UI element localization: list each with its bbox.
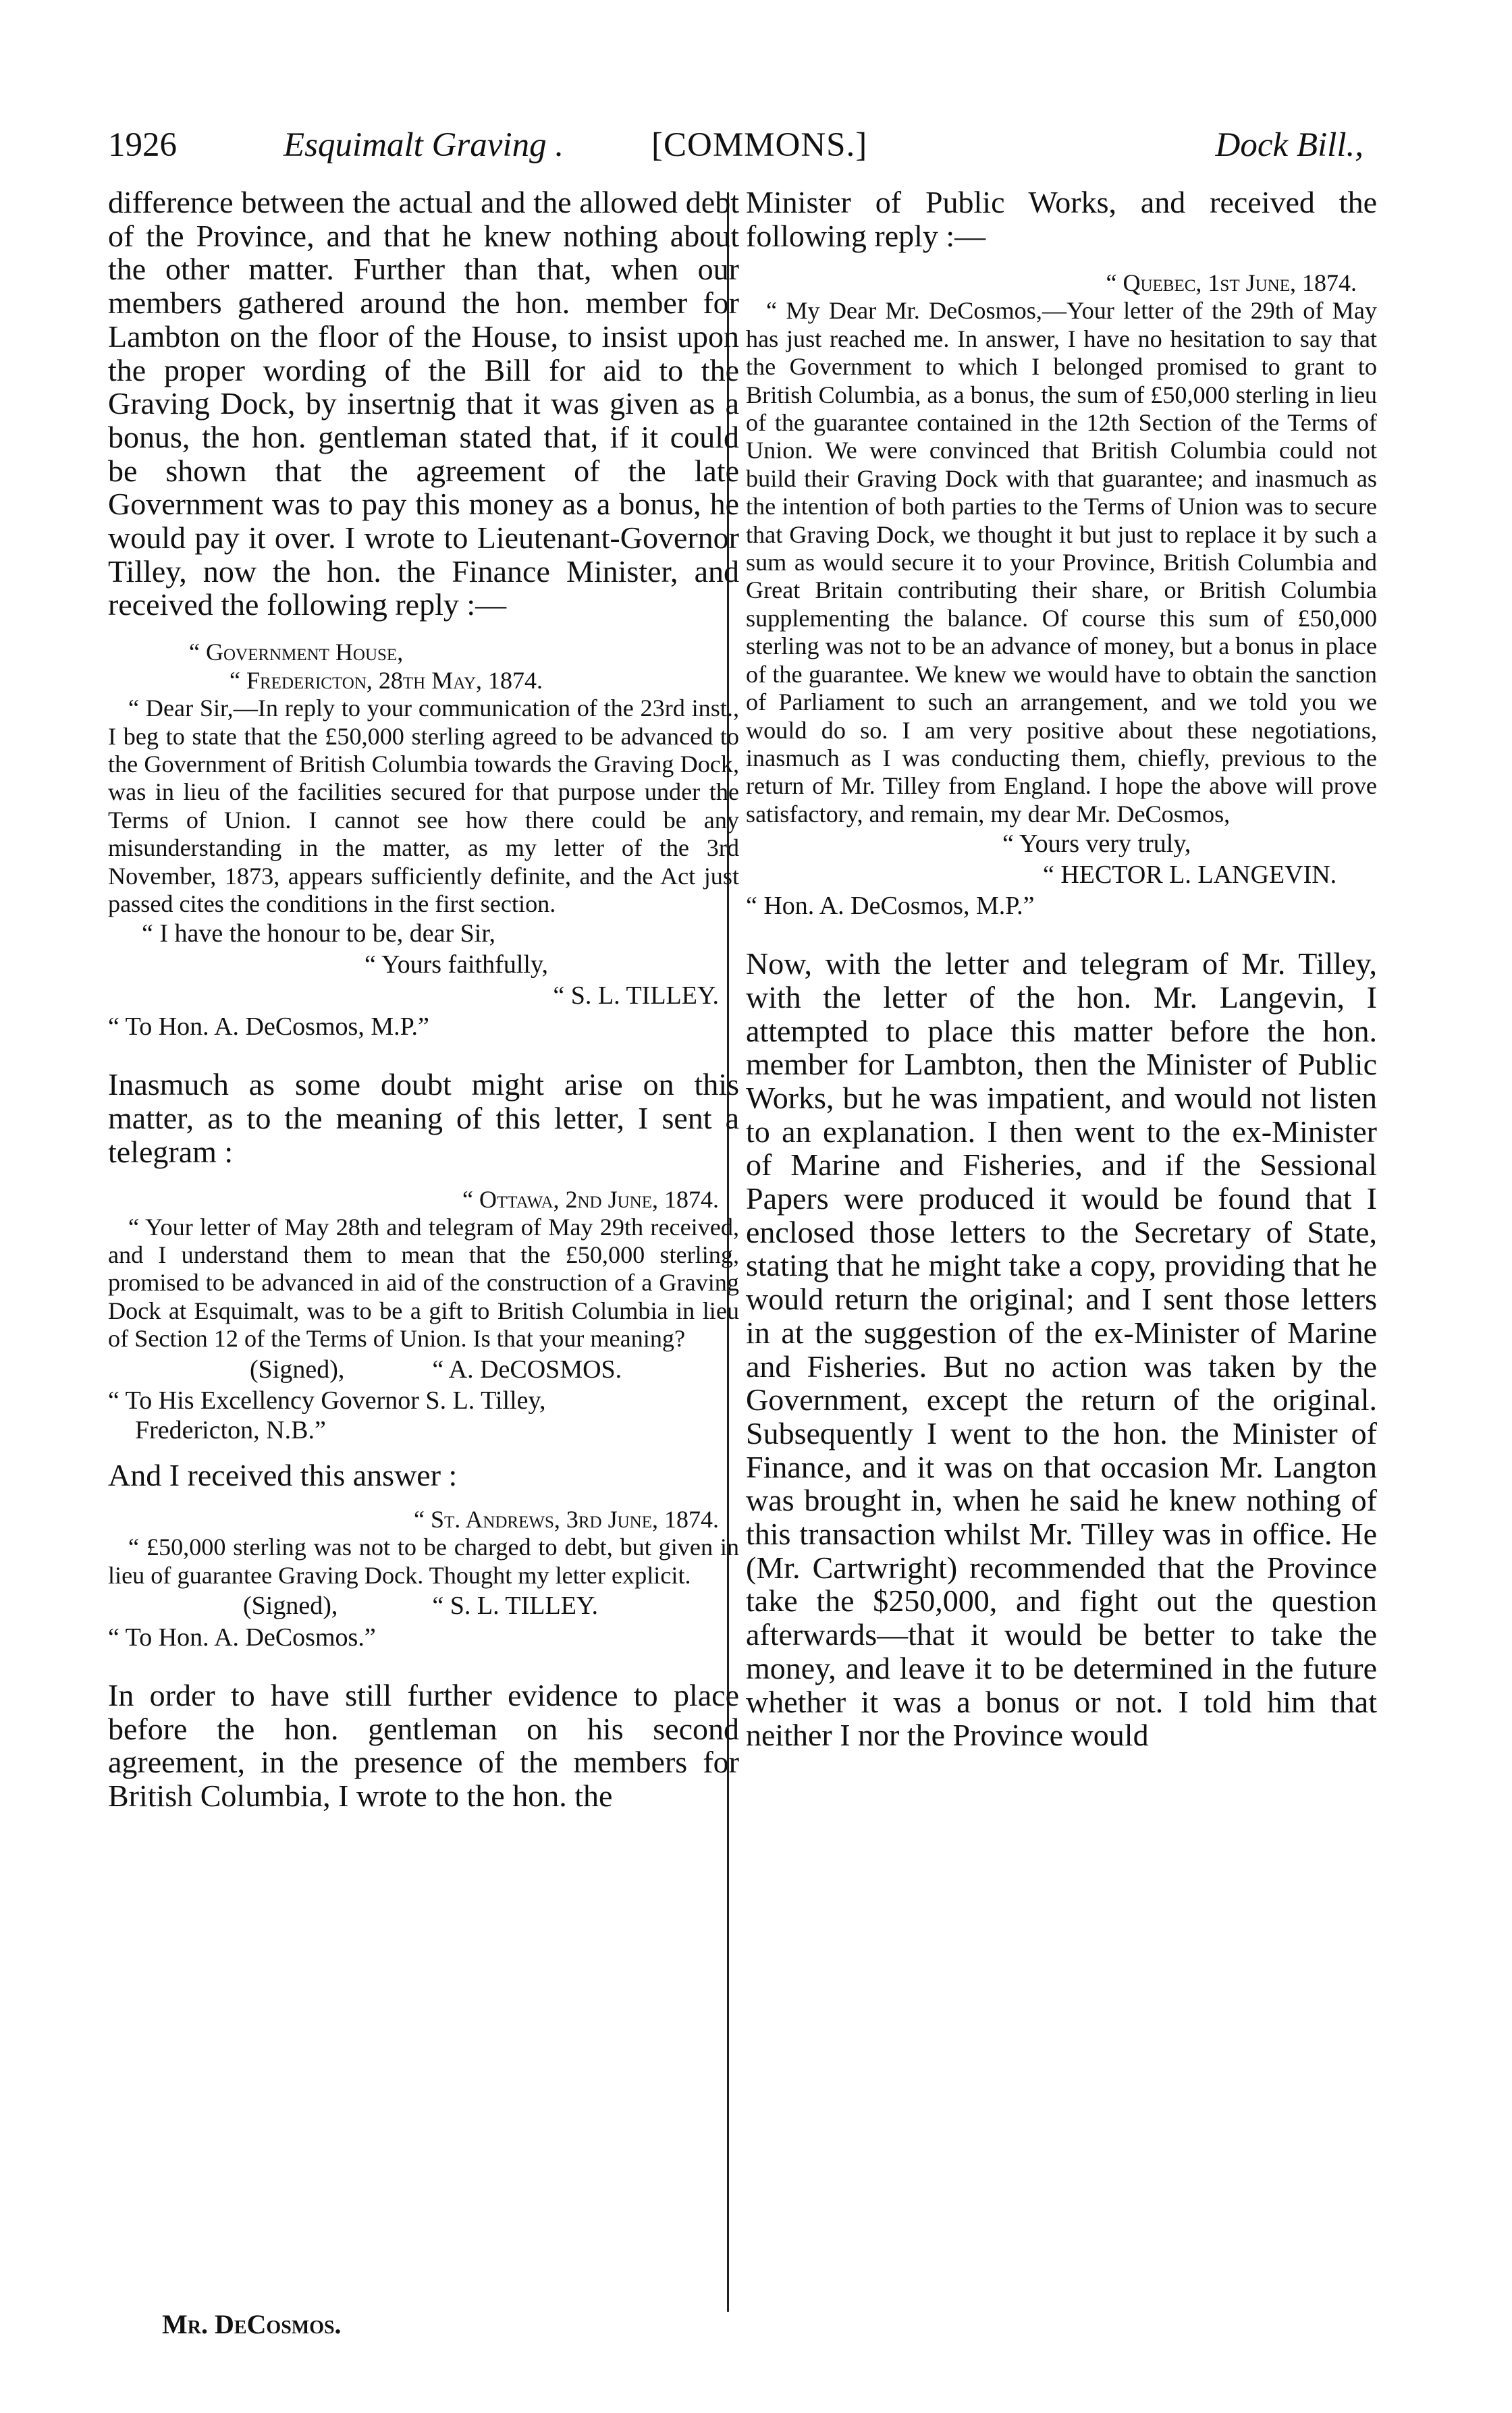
- letter-addressee: “ Hon. A. DeCosmos, M.P.”: [746, 892, 1035, 921]
- paragraph: Inasmuch as some doubt might arise on this matter, as to the meaning of this letter, I sent a telegram :: [108, 1067, 739, 1169]
- page-header: [108, 118, 1364, 172]
- letter-place: “ Government House,: [189, 639, 404, 666]
- letter-signature: “ S. L. TILLEY.: [553, 981, 719, 1010]
- telegram-addressee: Fredericton, N.B.”: [135, 1415, 326, 1444]
- paragraph: And I received this answer :: [108, 1457, 458, 1492]
- left-column: [108, 186, 739, 1813]
- answer-signature-line: [108, 1590, 739, 1622]
- running-title-center: [COMMONS.]: [651, 126, 868, 164]
- telegram-date: “ Ottawa, 2nd June, 1874.: [462, 1185, 719, 1213]
- letter-signature: “ HECTOR L. LANGEVIN.: [1043, 861, 1337, 890]
- answer-date: “ St. Andrews, 3rd June, 1874.: [414, 1506, 719, 1534]
- letter-closing: “ Yours faithfully,: [364, 950, 548, 979]
- running-title-left: Esquimalt Graving .: [284, 126, 564, 164]
- letter-closing: “ Yours very truly,: [1002, 830, 1191, 859]
- letter-date: “ Quebec, 1st June, 1874.: [1106, 269, 1357, 297]
- telegram-signature: “ A. DeCOSMOS.: [432, 1355, 622, 1384]
- running-title-right: Dock Bill.,: [1215, 126, 1364, 164]
- telegram-body: “ Your letter of May 28th and telegram of May 29th received, and I understand them to mean that the £50,000 sterling, promised to be advanced in aid of the construction of a Graving Dock at Esquimalt, was to be a gift to British Columbia in lieu of Section 12 of the Terms of Union. Is that your meaning?: [108, 1213, 739, 1353]
- letter-body: “ Dear Sir,—In reply to your communication of the 23rd inst., I beg to state that the £50,000 sterling agreed to be advanced to the Government of British Columbia towards the Graving Dock, was in lieu of the facilities secured for that purpose under the Terms of Union. I cannot see how there could be any misunderstanding in the matter, as my letter of the 3rd November, 1873, appears sufficiently definite, and the Act just passed cites the conditions in the first section.: [108, 695, 739, 917]
- telegram-addressee: “ To His Excellency Governor S. L. Tilley,: [108, 1386, 546, 1415]
- letter-closing: “ I have the honour to be, dear Sir,: [142, 919, 495, 948]
- telegram-signature-line: [108, 1353, 739, 1386]
- letter-date: “ Fredericton, 28th May, 1874.: [230, 667, 543, 695]
- answer-signature: “ S. L. TILLEY.: [432, 1592, 598, 1621]
- letter-body: “ My Dear Mr. DeCosmos,—Your letter of the 29th of May has just reached me. In answer, I have no hesitation to say that the Government to which I belonged promised to grant to British Columbia, as a bonus, the sum of £50,000 sterling in lieu of the guarantee contained in the 12th Section of the Terms of Union. We were convinced that British Columbia could not build their Graving Dock with that guarantee; and inasmuch as the intention of both parties to the Terms of Union was to secure that Graving Dock, we thought it but just to replace it by such a sum as would secure it to your Province, British Columbia and Great Britain contributing their share, or British Columbia supplementing the balance. Of course this sum of £50,000 sterling was not to be an advance of money, but a bonus in place of the guarantee. We knew we would have to obtain the sanction of Parliament to such an arrangement, and we told you we would do so. I am very positive about these negotiations, inasmuch as I was conducting them, chiefly, previous to the return of Mr. Tilley from England. I hope the above will prove satisfactory, and remain, my dear Mr. DeCosmos,: [746, 297, 1377, 828]
- paragraph: In order to have still further evidence to place before the hon. gentleman on his second agreement, in the presence of the members for British Columbia, I wrote to the hon. the: [108, 1678, 739, 1814]
- signed-label: (Signed),: [243, 1592, 338, 1621]
- answer-body: “ £50,000 sterling was not to be charged to debt, but given in lieu of guarantee Graving Dock. Thought my letter explicit.: [108, 1534, 739, 1589]
- paragraph: difference between the actual and the allowed debt of the Province, and that he knew nothing about the other matter. Further than that, when our members gathered around the hon. member for Lambton on the floor of the House, to insist upon the proper wording of the Bill for aid to the Graving Dock, by insertnig that it was given as a bonus, the hon. gentleman stated that, if it could be shown that the agreement of the late Government was to pay this money as a bonus, he would pay it over. I wrote to Lieutenant-Governor Tilley, now the hon. the Finance Minister, and received the following reply :—: [108, 185, 739, 622]
- paragraph: Minister of Public Works, and received the following reply :—: [746, 185, 1377, 253]
- signed-label: (Signed),: [250, 1355, 345, 1384]
- paragraph: Now, with the letter and telegram of Mr. Tilley, with the letter of the hon. Mr. Langevin, I attempted to place this matter before the hon. member for Lambton, then the Minister of Public Works, but he was impatient, and would not listen to an explanation. I then went to the ex-Minister of Marine and Fisheries, and if the Sessional Papers were produced it would be found that I enclosed those letters to the Secretary of State, stating that he might take a copy, providing that he would return the original; and I sent those letters in at the suggestion of the ex-Minister of Marine and Fisheries. But no action was taken by the Government, except the return of the original. Subsequently I went to the hon. the Minister of Finance, and it was on that occasion Mr. Langton was brought in, when he said he knew nothing of this transaction whilst Mr. Tilley was in office. He (Mr. Cartwright) recommended that the Province take the $250,000, and fight out the question afterwards—that it would be better to take the money, and leave it to be determined in the future whether it was a bonus or not. I told him that neither I nor the Province would: [746, 946, 1377, 1753]
- letter-addressee: “ To Hon. A. DeCosmos, M.P.”: [108, 1012, 429, 1041]
- speaker-catchword: Mr. DeCosmos.: [162, 2309, 342, 2339]
- answer-addressee: “ To Hon. A. DeCosmos.”: [108, 1623, 376, 1652]
- right-column: [746, 186, 1377, 1752]
- page-number: 1926: [108, 126, 177, 164]
